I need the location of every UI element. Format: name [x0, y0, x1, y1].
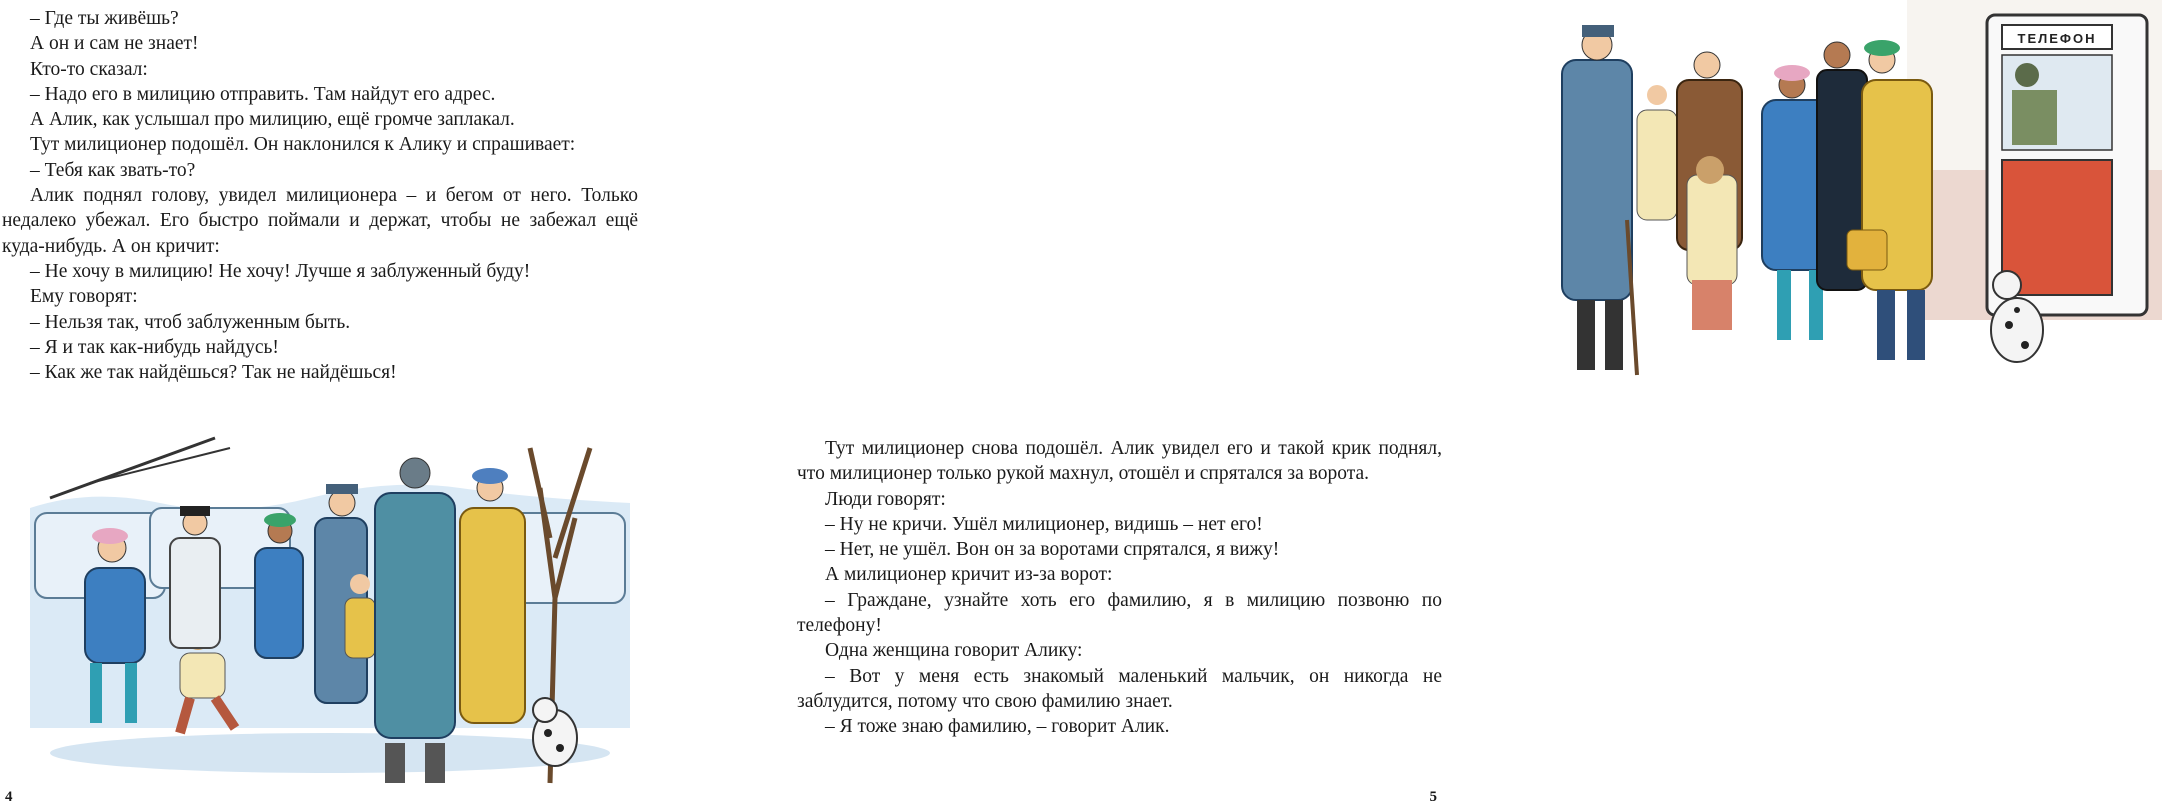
phone-booth-illustration — [1547, 0, 2162, 385]
paragraph: – Я и так как-нибудь найдусь! — [30, 336, 279, 358]
paragraph: А Алик, как услышал про милицию, ещё громче заплакал. — [30, 109, 515, 131]
left-page-text — [2, 6, 638, 385]
paragraph: – Вот у меня есть знакомый маленький мальчик, он никогда не заблудится, потому что свою фамилию знает. — [797, 665, 1442, 712]
paragraph: Алик поднял голову, увидел милиционера – и бегом от него. Только недалеко убежал. Его быстро поймали и держат, чтобы не забежал ещё куда-нибудь. А он кричит: — [2, 185, 638, 257]
paragraph: – Где ты живёшь? — [30, 8, 179, 29]
paragraph: – Нет, не ушёл. Вон он за воротами спрятался, я вижу! — [825, 539, 1280, 561]
paragraph: – Как же так найдёшься? Так не найдёшься! — [30, 362, 397, 384]
paragraph: – Надо его в милицию отправить. Там найдут его адрес. — [30, 83, 496, 105]
page-number: 5 — [1429, 789, 1437, 805]
page-number: 4 — [5, 789, 13, 805]
paragraph: Тут милиционер снова подошёл. Алик увидел его и такой крик поднял, что милиционер только рукой махнул, отошёл и спрятался за ворота. — [797, 438, 1442, 485]
paragraph: – Я тоже знаю фамилию, – говорит Алик. — [825, 716, 1170, 738]
paragraph: Одна женщина говорит Алику: — [825, 640, 1083, 662]
paragraph: – Нельзя так, чтоб заблуженным быть. — [30, 311, 351, 333]
left-page — [0, 0, 722, 808]
paragraph: А он и сам не знает! — [30, 33, 199, 55]
phone-booth-drawing — [1547, 0, 2162, 385]
right-page — [722, 0, 2097, 808]
paragraph: – Тебя как звать-то? — [30, 159, 196, 181]
paragraph: – Не хочу в милицию! Не хочу! Лучше я заблуженный буду! — [30, 260, 531, 282]
paragraph: – Граждане, узнайте хоть его фамилию, я в милицию позвоню по телефону! — [797, 589, 1442, 637]
phone-booth-sign: ТЕЛЕФОН — [2017, 31, 2097, 46]
street-crowd-illustration — [30, 428, 630, 788]
paragraph: Ему говорят: — [30, 286, 138, 308]
right-page-text — [797, 436, 1442, 740]
street-crowd-drawing — [30, 428, 630, 788]
paragraph: Кто-то сказал: — [30, 58, 148, 80]
paragraph: Люди говорят: — [825, 488, 946, 510]
paragraph: А милиционер кричит из-за ворот: — [825, 564, 1113, 586]
paragraph: – Ну не кричи. Ушёл милиционер, видишь – нет его! — [825, 513, 1263, 535]
paragraph: Тут милиционер подошёл. Он наклонился к Алику и спрашивает: — [30, 134, 576, 156]
